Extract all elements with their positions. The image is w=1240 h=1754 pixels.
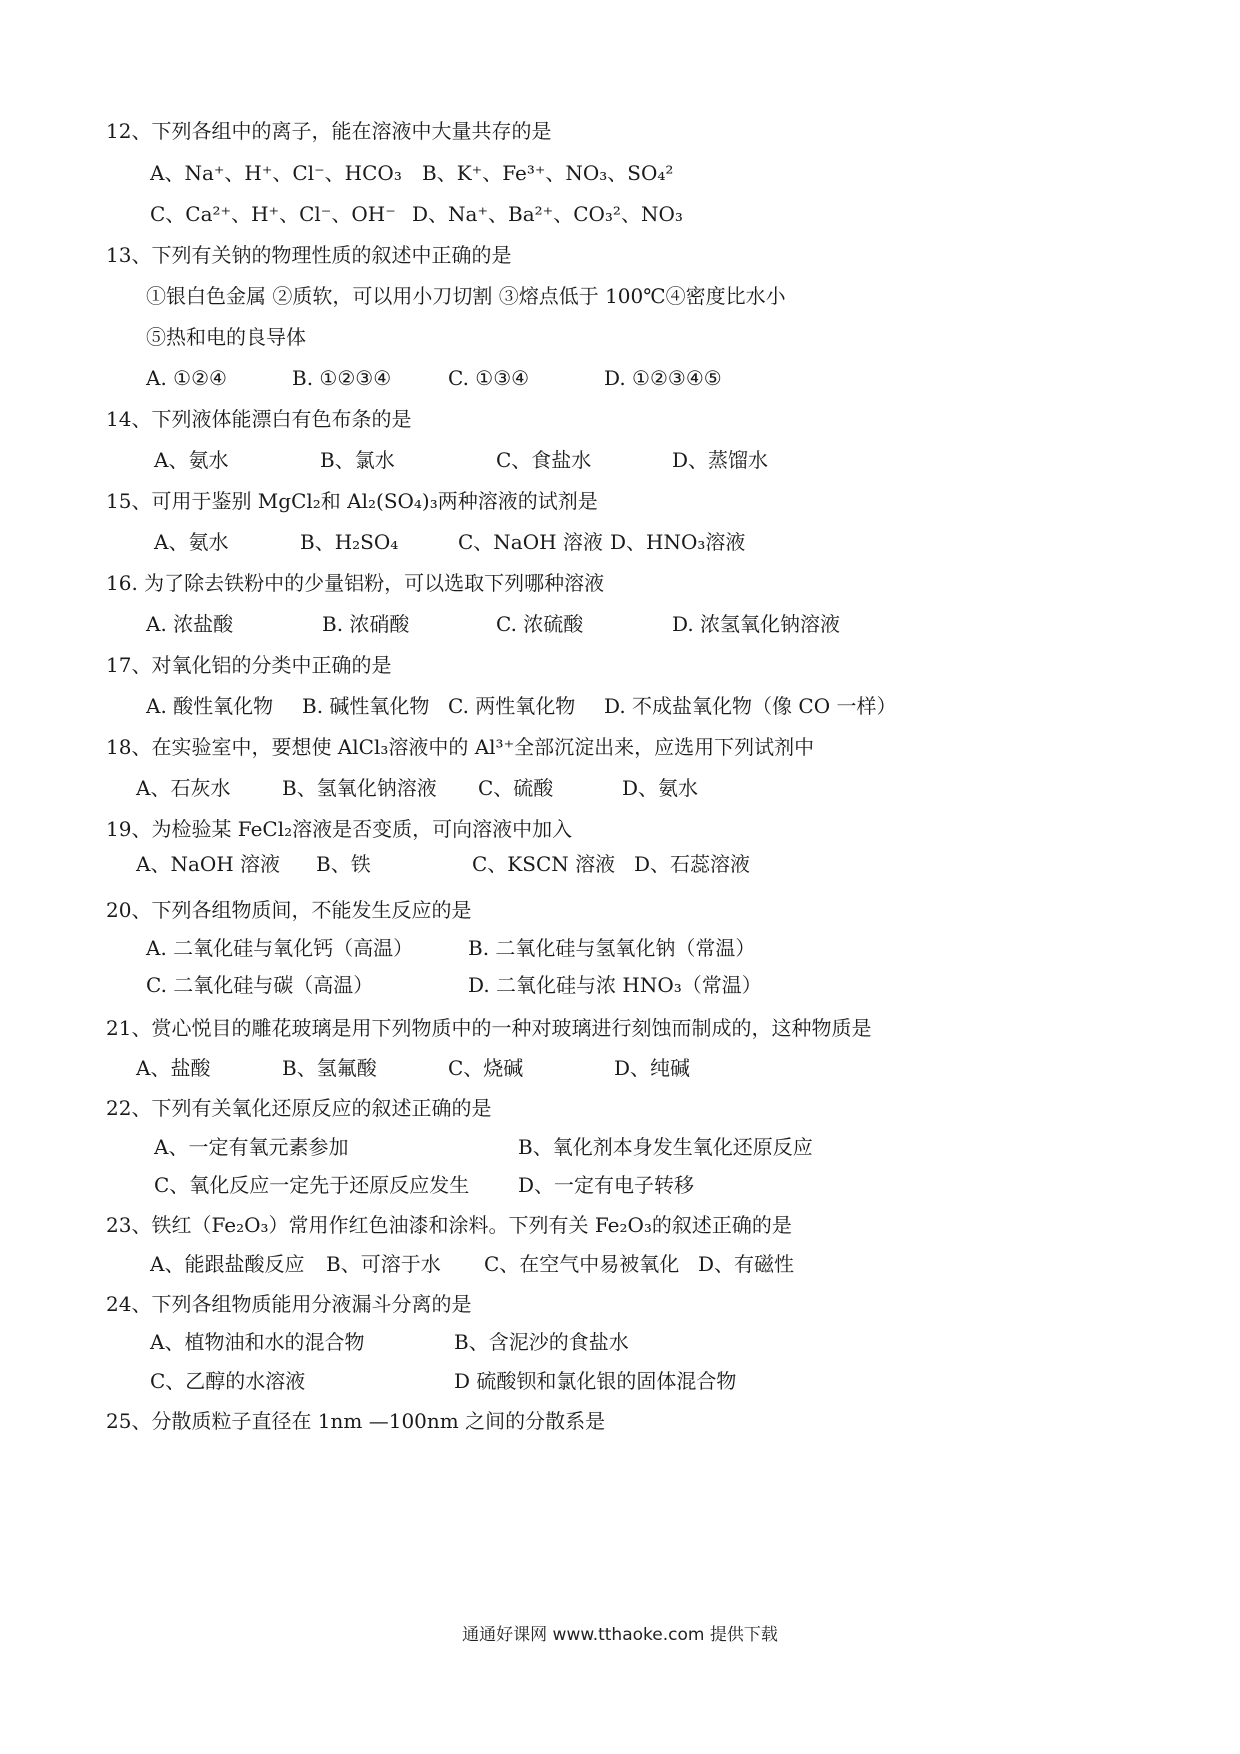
question-24-stem: 24、下列各组物质能用分液漏斗分离的是	[106, 1292, 472, 1316]
question-17-option-b: B. 碱性氧化物	[302, 694, 430, 718]
question-19-option-a: A、NaOH 溶液	[136, 852, 281, 876]
question-14-option-b: B、氯水	[320, 448, 395, 472]
question-15-stem: 15、可用于鉴别 MgCl₂和 Al₂(SO₄)₃两种溶液的试剂是	[106, 489, 598, 513]
question-19-option-c: C、KSCN 溶液	[472, 852, 616, 876]
question-15-option-c: C、NaOH 溶液	[458, 530, 603, 554]
question-15-option-a: A、氨水	[154, 530, 229, 554]
page-footer: 通通好课网 www.tthaoke.com 提供下载	[462, 1625, 778, 1645]
question-17-option-c: C. 两性氧化物	[448, 694, 576, 718]
question-19-option-d: D、石蕊溶液	[634, 852, 751, 876]
question-20-option-d: D. 二氧化硅与浓 HNO₃（常温）	[468, 973, 762, 997]
question-14-option-d: D、蒸馏水	[672, 448, 769, 472]
question-12-option-a: A、Na⁺、H⁺、Cl⁻、HCO₃	[150, 161, 402, 185]
question-16-option-c: C. 浓硫酸	[496, 612, 584, 636]
question-14-option-a: A、氨水	[154, 448, 229, 472]
question-12-option-b: B、K⁺、Fe³⁺、NO₃、SO₄²	[422, 161, 674, 185]
question-23-option-d: D、有磁性	[698, 1252, 795, 1276]
question-12-stem: 12、下列各组中的离子，能在溶液中大量共存的是	[106, 119, 552, 143]
question-23-option-c: C、在空气中易被氧化	[484, 1252, 680, 1276]
question-17-option-d: D. 不成盐氧化物（像 CO 一样）	[604, 694, 897, 718]
question-23-stem: 23、铁红（Fe₂O₃）常用作红色油漆和涂料。下列有关 Fe₂O₃的叙述正确的是	[106, 1213, 792, 1237]
question-20-option-b: B. 二氧化硅与氢氧化钠（常温）	[468, 936, 756, 960]
question-24-option-b: B、含泥沙的食盐水	[454, 1330, 629, 1354]
question-21-stem: 21、赏心悦目的雕花玻璃是用下列物质中的一种对玻璃进行刻蚀而制成的，这种物质是	[106, 1016, 872, 1040]
question-18-option-c: C、硫酸	[478, 776, 554, 800]
question-16-option-b: B. 浓硝酸	[322, 612, 410, 636]
question-21-option-b: B、氢氟酸	[282, 1056, 377, 1080]
question-18-stem: 18、在实验室中，要想使 AlCl₃溶液中的 Al³⁺全部沉淀出来，应选用下列试剂中	[106, 735, 815, 759]
question-20-option-c: C. 二氧化硅与碳（高温）	[146, 973, 374, 997]
question-23-option-b: B、可溶于水	[326, 1252, 441, 1276]
question-16-option-a: A. 浓盐酸	[146, 612, 234, 636]
question-22-option-b: B、氧化剂本身发生氧化还原反应	[518, 1135, 813, 1159]
question-20-option-a: A. 二氧化硅与氧化钙（高温）	[146, 936, 414, 960]
question-13-stem: 13、下列有关钠的物理性质的叙述中正确的是	[106, 243, 512, 267]
question-22-option-a: A、一定有氧元素参加	[154, 1135, 349, 1159]
question-13-option-b: B. ①②③④	[292, 366, 392, 390]
question-22-option-d: D、一定有电子转移	[518, 1173, 695, 1197]
question-15-option-d: D、HNO₃溶液	[610, 530, 746, 554]
question-18-option-d: D、氨水	[622, 776, 699, 800]
question-12-option-d: D、Na⁺、Ba²⁺、CO₃²、NO₃	[412, 202, 683, 226]
question-22-option-c: C、氧化反应一定先于还原反应发生	[154, 1173, 470, 1197]
question-17-stem: 17、对氧化铝的分类中正确的是	[106, 653, 392, 677]
question-22-stem: 22、下列有关氧化还原反应的叙述正确的是	[106, 1096, 492, 1120]
question-23-option-a: A、能跟盐酸反应	[150, 1252, 305, 1276]
question-16-stem: 16. 为了除去铁粉中的少量铝粉，可以选取下列哪种溶液	[106, 571, 605, 595]
question-17-option-a: A. 酸性氧化物	[146, 694, 274, 718]
question-14-option-c: C、食盐水	[496, 448, 592, 472]
question-15-option-b: B、H₂SO₄	[300, 530, 399, 554]
question-18-option-a: A、石灰水	[136, 776, 231, 800]
question-21-option-a: A、盐酸	[136, 1056, 211, 1080]
question-13-statements-line1: ①银白色金属 ②质软，可以用小刀切割 ③熔点低于 100℃④密度比水小	[146, 284, 786, 308]
question-24-option-d: D 硫酸钡和氯化银的固体混合物	[454, 1369, 737, 1393]
question-21-option-c: C、烧碱	[448, 1056, 524, 1080]
question-21-option-d: D、纯碱	[614, 1056, 691, 1080]
question-24-option-a: A、植物油和水的混合物	[150, 1330, 365, 1354]
question-13-option-c: C. ①③④	[448, 366, 530, 390]
question-18-option-b: B、氢氧化钠溶液	[282, 776, 437, 800]
question-24-option-c: C、乙醇的水溶液	[150, 1369, 306, 1393]
question-19-stem: 19、为检验某 FeCl₂溶液是否变质，可向溶液中加入	[106, 817, 573, 841]
question-14-stem: 14、下列液体能漂白有色布条的是	[106, 407, 412, 431]
question-16-option-d: D. 浓氢氧化钠溶液	[672, 612, 841, 636]
question-20-stem: 20、下列各组物质间，不能发生反应的是	[106, 898, 472, 922]
question-19-option-b: B、铁	[316, 852, 371, 876]
question-13-option-d: D. ①②③④⑤	[604, 366, 722, 390]
question-12-option-c: C、Ca²⁺、H⁺、Cl⁻、OH⁻	[150, 202, 396, 226]
question-13-option-a: A. ①②④	[146, 366, 227, 390]
question-25-stem: 25、分散质粒子直径在 1nm —100nm 之间的分散系是	[106, 1409, 606, 1433]
question-13-statements-line2: ⑤热和电的良导体	[146, 325, 306, 349]
